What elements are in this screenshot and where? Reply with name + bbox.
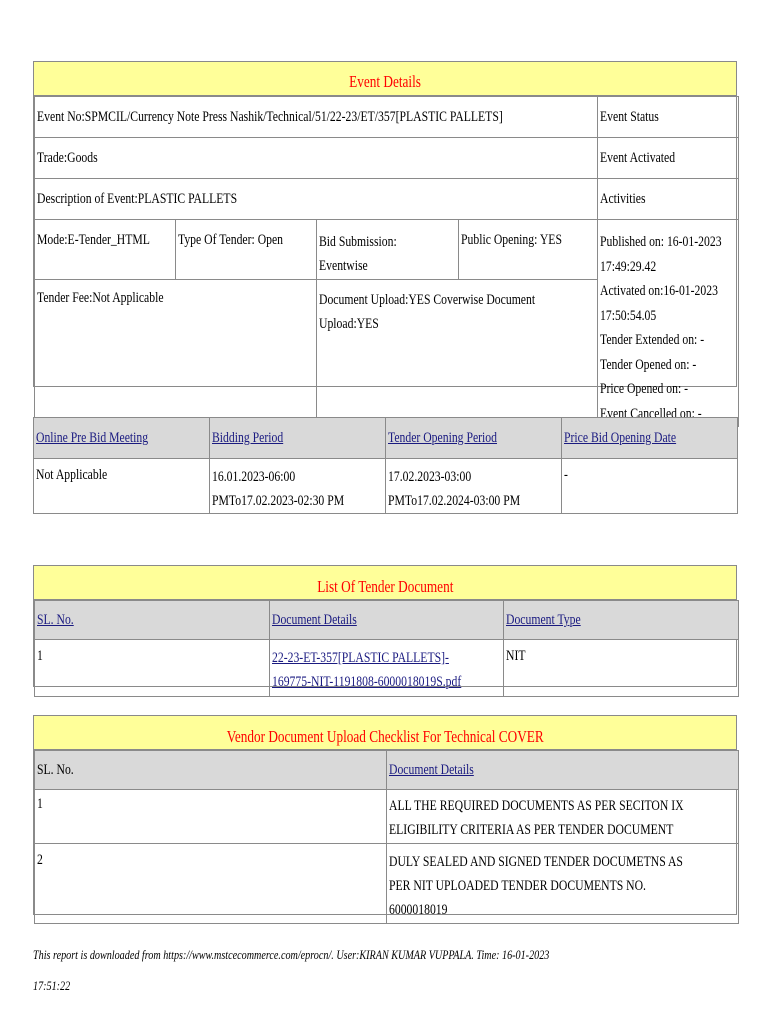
checklist-detail-1-line1: ALL THE REQUIRED DOCUMENTS AS PER SECITON IX [389,798,684,814]
activities-label: Activities [600,191,646,207]
bid-submission: Bid Submission: [319,234,397,250]
event-number: Event No:SPMCIL/Currency Note Press Nashik/Technical/51/22-23/ET/357[PLASTIC PALLETS] [37,109,503,125]
price-opened-on: Price Opened on: - [600,381,689,397]
header-sl-no: SL. No. [37,612,74,628]
event-details-title: Event Details [349,72,421,91]
checklist-sl-2: 2 [37,852,43,868]
bidding-period-start: 16.01.2023-06:00 [212,469,296,485]
published-time: 17:49:29.42 [600,258,657,275]
event-mode: Mode:E-Tender_HTML [37,232,150,248]
tender-fee: Tender Fee:Not Applicable [37,290,164,307]
header-price-bid-opening: Price Bid Opening Date [564,430,677,446]
event-description: Description of Event:PLASTIC PALLETS [37,191,238,207]
checklist-header-details: Document Details [389,762,474,778]
type-of-tender: Type Of Tender: Open [178,232,284,248]
table-row [35,844,739,924]
checklist-sl-1: 1 [37,796,43,812]
document-upload: Document Upload:YES Coverwise Document [319,292,536,309]
checklist-header [34,716,736,750]
header-document-type: Document Type [506,612,581,628]
bid-submission-value: Eventwise [319,258,368,274]
opening-period-start: 17.02.2023-03:00 [388,469,472,485]
opening-period-end: PMTo17.02.2024-03:00 PM [388,493,521,509]
document-sl: 1 [37,648,43,664]
checklist-header-sl: SL. No. [37,762,74,778]
checklist-detail-2-line3: 6000018019 [389,902,448,918]
event-status-value: Event Activated [600,150,676,166]
document-link-line1[interactable]: 22-23-ET-357[PLASTIC PALLETS]- [272,650,449,666]
schedule-section [33,417,737,509]
table-row [35,790,739,844]
tender-documents-title: List Of Tender Document [316,577,454,596]
checklist-detail-2-line2: PER NIT UPLOADED TENDER DOCUMENTS NO. [389,878,646,894]
header-bidding-period: Bidding Period [212,430,284,446]
tender-documents-section [33,565,737,690]
activated-time: 17:50:54.05 [600,307,657,324]
tender-documents-header [34,566,736,600]
report-footer-line2 [33,976,81,996]
schedule-table [33,417,738,514]
price-bid-value: - [564,467,568,483]
tender-opened-on: Tender Opened on: - [600,356,697,373]
published-on: Published on: 16-01-2023 [600,234,722,250]
footer-text-1: This report is downloaded from https://www.mstcecommerce.com/eprocn/. User:KIRAN KUMAR VUPPALA. Time: 16-01-2023 [33,947,550,962]
document-type: NIT [506,648,526,664]
event-status-label: Event Status [600,109,659,125]
event-details-section [33,61,737,422]
activities-list [598,220,739,427]
pre-bid-value: Not Applicable [36,467,108,483]
tender-extended-on: Tender Extended on: - [600,332,705,348]
header-document-details: Document Details [272,612,357,628]
event-details-header [34,62,736,96]
checklist-detail-2-line1: DULY SEALED AND SIGNED TENDER DOCUMETNS AS [389,854,683,870]
checklist-detail-1-line2: ELIGIBILITY CRITERIA AS PER TENDER DOCUMENT [389,822,674,838]
footer-text-2: 17:51:22 [33,978,71,993]
tender-documents-table [34,600,739,697]
event-trade: Trade:Goods [37,150,98,166]
header-tender-opening-period: Tender Opening Period [388,430,498,446]
report-footer-line1 [33,945,695,965]
public-opening: Public Opening: YES [461,232,562,248]
vendor-checklist-section [33,715,737,918]
checklist-table [34,750,739,924]
event-cancelled-on: Event Cancelled on: - [600,405,702,422]
table-row [35,640,739,697]
checklist-title: Vendor Document Upload Checklist For Technical COVER [226,727,544,746]
document-link-line2[interactable]: 169775-NIT-1191808-6000018019S.pdf [272,674,462,690]
activated-on: Activated on:16-01-2023 [600,283,718,299]
bidding-period-end: PMTo17.02.2023-02:30 PM [212,493,345,509]
event-details-table [34,96,739,427]
document-upload-cont: Upload:YES [319,316,379,333]
header-pre-bid-meeting: Online Pre Bid Meeting [36,430,149,446]
